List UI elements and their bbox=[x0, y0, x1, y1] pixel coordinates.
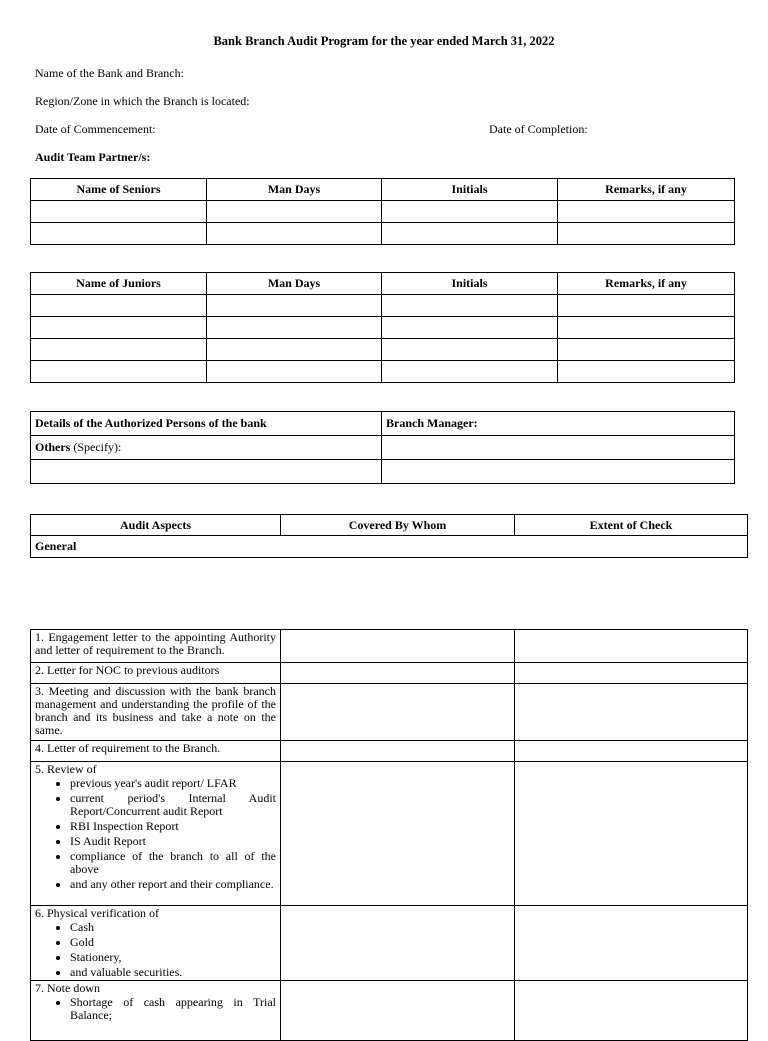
table-row bbox=[31, 741, 748, 762]
audit-item-4: 4. Letter of requirement to the Branch. bbox=[31, 741, 281, 762]
table-cell bbox=[558, 201, 735, 223]
table-row bbox=[31, 981, 748, 1041]
table-cell bbox=[281, 906, 515, 981]
audit-item-5 bbox=[31, 762, 281, 906]
list-item: • RBI Inspection Report bbox=[70, 820, 276, 833]
list-item: • previous year's audit report/ LFAR bbox=[70, 777, 276, 790]
table-cell bbox=[515, 981, 748, 1041]
region-field: Region/Zone in which the Branch is located: bbox=[35, 94, 250, 108]
branch-manager-label: Branch Manager: bbox=[382, 412, 735, 436]
table-row bbox=[31, 436, 735, 460]
table-row bbox=[31, 201, 735, 223]
column-header: Remarks, if any bbox=[558, 179, 735, 201]
table-row bbox=[31, 361, 735, 383]
others-cell bbox=[31, 436, 382, 460]
audit-items-table bbox=[30, 629, 748, 1041]
audit-item-5-list bbox=[35, 777, 276, 891]
table-cell bbox=[382, 201, 558, 223]
table-row bbox=[31, 630, 748, 663]
table-row bbox=[31, 460, 735, 484]
juniors-table bbox=[30, 272, 735, 383]
list-item: • Shortage of cash appearing in Trial Balance; bbox=[70, 996, 276, 1022]
list-item: • Stationery, bbox=[70, 951, 276, 964]
table-cell bbox=[558, 361, 735, 383]
table-cell bbox=[382, 361, 558, 383]
others-label: Others bbox=[35, 440, 71, 454]
table-cell bbox=[515, 762, 748, 906]
team-partner-field: Audit Team Partner/s: bbox=[35, 150, 151, 164]
table-row bbox=[31, 295, 735, 317]
table-cell bbox=[382, 339, 558, 361]
table-cell bbox=[31, 460, 382, 484]
table-header-row bbox=[31, 515, 748, 536]
table-cell bbox=[515, 741, 748, 762]
audit-item-3: 3. Meeting and discussion with the bank branch management and understanding the profile of the branch and its business and take a note on the same. bbox=[31, 684, 281, 741]
table-cell bbox=[558, 223, 735, 245]
table-row bbox=[31, 684, 748, 741]
list-item: • and any other report and their compliance. bbox=[70, 878, 276, 891]
table-cell bbox=[515, 630, 748, 663]
column-header: Audit Aspects bbox=[31, 515, 281, 536]
table-cell bbox=[207, 339, 382, 361]
audit-item-6 bbox=[31, 906, 281, 981]
document-title: Bank Branch Audit Program for the year ended March 31, 2022 bbox=[213, 34, 555, 48]
table-header-row bbox=[31, 273, 735, 295]
column-header: Man Days bbox=[207, 179, 382, 201]
table-cell bbox=[382, 223, 558, 245]
table-cell bbox=[281, 630, 515, 663]
seniors-table bbox=[30, 178, 735, 245]
column-header: Extent of Check bbox=[515, 515, 748, 536]
table-cell bbox=[382, 317, 558, 339]
audit-item-7-title: 7. Note down bbox=[35, 981, 100, 995]
table-cell bbox=[515, 906, 748, 981]
column-header: Name of Seniors bbox=[31, 179, 207, 201]
table-cell bbox=[31, 361, 207, 383]
table-row bbox=[31, 339, 735, 361]
table-cell bbox=[558, 317, 735, 339]
table-cell bbox=[31, 317, 207, 339]
column-header: Initials bbox=[382, 179, 558, 201]
table-cell bbox=[281, 684, 515, 741]
table-cell bbox=[382, 295, 558, 317]
table-cell bbox=[558, 295, 735, 317]
table-row bbox=[31, 536, 748, 558]
column-header: Initials bbox=[382, 273, 558, 295]
table-cell bbox=[558, 339, 735, 361]
list-item: • current period's Internal Audit Report/Concurrent audit Report bbox=[70, 792, 276, 818]
table-cell bbox=[207, 223, 382, 245]
list-item: • IS Audit Report bbox=[70, 835, 276, 848]
audit-aspects-header-table bbox=[30, 514, 748, 558]
table-row bbox=[31, 412, 735, 436]
column-header: Man Days bbox=[207, 273, 382, 295]
table-cell bbox=[515, 663, 748, 684]
list-item: • and valuable securities. bbox=[70, 966, 276, 979]
table-cell bbox=[382, 460, 735, 484]
list-item: • Gold bbox=[70, 936, 276, 949]
table-cell bbox=[207, 295, 382, 317]
table-row bbox=[31, 317, 735, 339]
audit-item-2: 2. Letter for NOC to previous auditors bbox=[31, 663, 281, 684]
table-cell bbox=[281, 663, 515, 684]
table-cell bbox=[207, 201, 382, 223]
table-cell bbox=[281, 762, 515, 906]
column-header: Name of Juniors bbox=[31, 273, 207, 295]
table-cell bbox=[382, 436, 735, 460]
table-cell bbox=[281, 741, 515, 762]
list-item: • Cash bbox=[70, 921, 276, 934]
column-header: Covered By Whom bbox=[281, 515, 515, 536]
audit-item-7-list bbox=[35, 996, 276, 1022]
bank-branch-field: Name of the Bank and Branch: bbox=[35, 66, 184, 80]
audit-item-7 bbox=[31, 981, 281, 1041]
table-cell bbox=[207, 317, 382, 339]
table-cell bbox=[515, 684, 748, 741]
table-header-row bbox=[31, 179, 735, 201]
table-cell bbox=[31, 295, 207, 317]
audit-item-6-title: 6. Physical verification of bbox=[35, 906, 159, 920]
others-suffix: (Specify): bbox=[70, 440, 122, 454]
completion-field: Date of Completion: bbox=[489, 122, 588, 136]
table-cell bbox=[31, 201, 207, 223]
table-row bbox=[31, 223, 735, 245]
table-row bbox=[31, 906, 748, 981]
audit-item-1: 1. Engagement letter to the appointing Authority and letter of requirement to the Branch. bbox=[31, 630, 281, 663]
commencement-field: Date of Commencement: bbox=[35, 122, 156, 136]
audit-item-6-list bbox=[35, 921, 276, 979]
table-cell bbox=[31, 339, 207, 361]
general-section-label: General bbox=[31, 536, 748, 558]
table-row bbox=[31, 762, 748, 906]
table-cell bbox=[281, 981, 515, 1041]
table-cell bbox=[207, 361, 382, 383]
table-cell bbox=[31, 223, 207, 245]
authorized-persons-table bbox=[30, 411, 735, 484]
authorized-details-label: Details of the Authorized Persons of the bank bbox=[31, 412, 382, 436]
list-item: • compliance of the branch to all of the above bbox=[70, 850, 276, 876]
column-header: Remarks, if any bbox=[558, 273, 735, 295]
audit-item-5-title: 5. Review of bbox=[35, 762, 97, 776]
table-row bbox=[31, 663, 748, 684]
